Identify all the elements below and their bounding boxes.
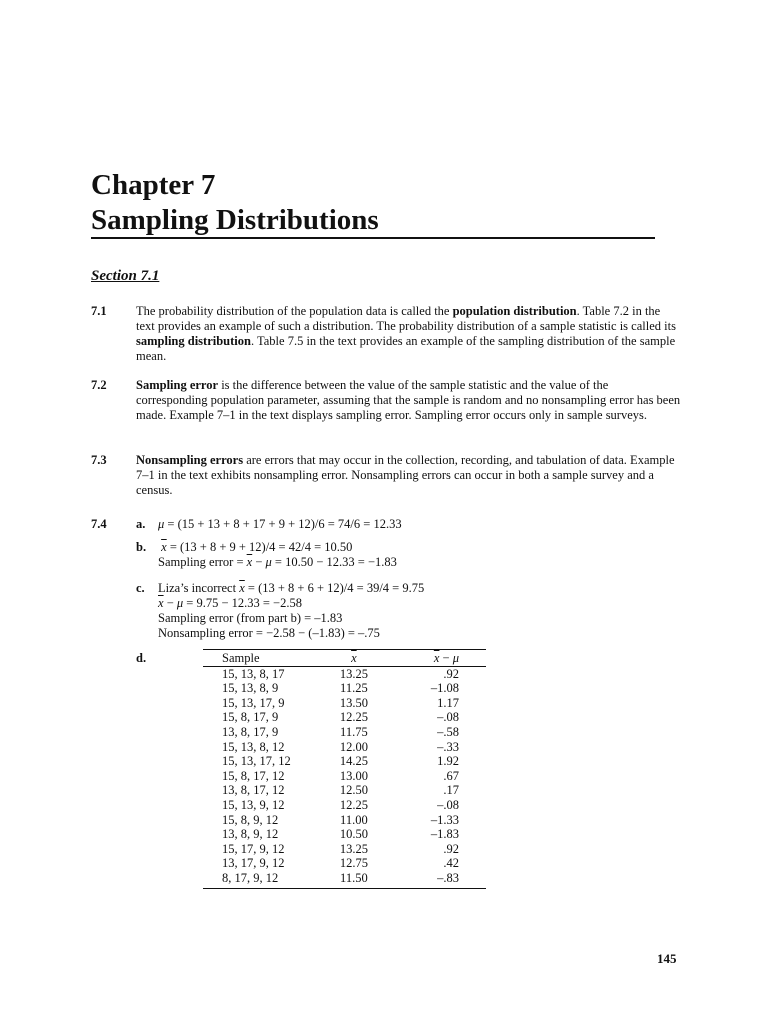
cell-difference: –.08 — [437, 710, 459, 725]
cell-difference: .92 — [443, 841, 459, 856]
equation-text: = (13 + 8 + 9 + 12)/4 = 42/4 = 10.50 — [166, 540, 353, 554]
cell-sample: 15, 8, 17, 12 — [222, 768, 285, 783]
header-xbar — [324, 650, 385, 667]
xbar-symbol: $\overline{x}$ — [246, 555, 253, 569]
cell-sample: 13, 17, 9, 12 — [222, 856, 285, 871]
table-row — [203, 710, 486, 725]
text-span: . Table 7.2 in the text provides an example of such a distribution. The probability distribution of a sample statistic is called its — [136, 304, 676, 333]
cell-sample: 15, 8, 9, 12 — [222, 812, 279, 827]
xbar-symbol: $\overline{x}$ — [239, 581, 245, 595]
cell-difference: –1.83 — [430, 827, 459, 842]
cell-sample: 15, 13, 17, 12 — [222, 754, 291, 769]
samples-table — [203, 649, 486, 889]
table-row — [203, 813, 486, 828]
mu-symbol: μ — [176, 596, 184, 610]
text-span: The probability distribution of the population data is called the — [136, 304, 453, 318]
chapter-number: Chapter 7 — [91, 169, 216, 201]
exercise-text — [136, 378, 681, 423]
table-row — [203, 740, 486, 755]
section-heading: Section 7.1 — [91, 268, 160, 284]
cell-xbar: 11.50 — [324, 871, 385, 888]
xbar-symbol: $\overline{x}$ — [433, 651, 440, 665]
part-letter: c. — [136, 581, 145, 595]
cell-sample: 15, 13, 9, 12 — [222, 797, 285, 812]
cell-difference: –.58 — [437, 724, 459, 739]
exercise-text — [136, 453, 681, 498]
term-bold: sampling distribution — [136, 334, 251, 348]
cell-xbar: 11.00 — [340, 812, 368, 827]
table-row — [203, 842, 486, 857]
mu-symbol: μ — [452, 651, 459, 665]
cell-xbar: 11.25 — [340, 681, 368, 696]
exercise-number: 7.4 — [91, 517, 107, 531]
cell-sample: 13, 8, 9, 12 — [222, 827, 279, 842]
equation-text: Liza’s incorrect — [158, 581, 240, 595]
cell-sample: 8, 17, 9, 12 — [203, 871, 324, 888]
exercise-number: 7.1 — [91, 304, 107, 318]
cell-xbar: 12.50 — [339, 783, 368, 798]
xbar-symbol: $\overline{x}$ — [161, 540, 167, 554]
table-row — [203, 681, 486, 696]
equation-text: = (13 + 8 + 6 + 12)/4 = 39/4 = 9.75 — [244, 581, 425, 595]
cell-xbar: 12.25 — [339, 797, 368, 812]
term-bold: population distribution — [452, 304, 577, 318]
part-letter: d. — [136, 651, 147, 665]
header-difference — [384, 650, 486, 667]
cell-difference: .17 — [443, 783, 459, 798]
part-letter: a. — [136, 517, 146, 531]
cell-difference: 1.17 — [437, 695, 459, 710]
cell-sample: 15, 13, 17, 9 — [222, 695, 285, 710]
cell-sample: 15, 8, 17, 9 — [222, 710, 279, 725]
cell-sample: 15, 13, 8, 12 — [222, 739, 285, 754]
cell-difference: .42 — [443, 856, 459, 871]
part-body — [158, 581, 638, 641]
exercise-number: 7.2 — [91, 378, 107, 392]
table-row — [203, 754, 486, 769]
cell-sample: 13, 8, 17, 9 — [222, 724, 279, 739]
table-header-row — [203, 650, 486, 667]
table-row — [203, 666, 486, 681]
xbar-symbol: $\overline{x}$ — [158, 596, 164, 610]
operator-text: − — [439, 651, 453, 665]
text-span: . Table 7.5 in the text provides an example of the sampling distribution of the sample mean. — [136, 334, 676, 363]
table-row — [203, 871, 486, 888]
table-row — [203, 769, 486, 784]
mu-symbol: μ — [265, 555, 272, 569]
cell-xbar: 14.25 — [339, 754, 368, 769]
cell-xbar: 13.25 — [339, 841, 368, 856]
part-body — [158, 540, 638, 570]
part-letter: b. — [136, 540, 147, 554]
table-row — [203, 798, 486, 813]
equation-text: Sampling error (from part b) = –1.83 — [158, 611, 343, 625]
cell-sample: 15, 13, 8, 9 — [222, 681, 279, 696]
cell-difference: .67 — [443, 768, 459, 783]
term-bold: Nonsampling errors — [136, 453, 244, 467]
cell-difference: 1.92 — [437, 754, 459, 769]
chapter-title: Sampling Distributions — [91, 204, 379, 236]
table-body — [203, 666, 486, 888]
operator-text: − — [252, 555, 266, 569]
cell-difference: .92 — [443, 666, 459, 681]
equation-text: Sampling error = — [158, 555, 247, 569]
cell-xbar: 11.75 — [340, 724, 368, 739]
table-row — [203, 856, 486, 871]
operator-text: − — [163, 596, 177, 610]
cell-sample: 15, 17, 9, 12 — [222, 841, 285, 856]
cell-xbar: 10.50 — [339, 827, 368, 842]
cell-sample: 15, 13, 8, 17 — [222, 666, 285, 681]
header-sample: Sample — [203, 650, 324, 667]
table-row — [203, 725, 486, 740]
text-span: is the difference between the value of the sample statistic and the value of the corresponding population parameter, assuming that the sample is random and no nonsampling error has been made. Example 7–1 in the text displays sampling error. Sampling error occurs only in sample surveys. — [136, 378, 681, 422]
table-row — [203, 783, 486, 798]
page-number: 145 — [657, 951, 677, 966]
table-row — [203, 827, 486, 842]
table-row — [203, 696, 486, 711]
part-body — [158, 517, 638, 532]
cell-difference: –.08 — [437, 797, 459, 812]
cell-xbar: 12.25 — [339, 710, 368, 725]
xbar-symbol: $\overline{x}$ — [351, 651, 357, 665]
equation-text: = (15 + 13 + 8 + 17 + 9 + 12)/6 = 74/6 = 12.33 — [164, 517, 402, 531]
cell-xbar: 12.00 — [339, 739, 368, 754]
cell-xbar: 13.50 — [339, 695, 368, 710]
equation-text: = 10.50 − 12.33 = −1.83 — [271, 555, 397, 569]
cell-difference: –1.33 — [430, 812, 459, 827]
cell-sample: 13, 8, 17, 12 — [222, 783, 285, 798]
cell-xbar: 13.00 — [339, 768, 368, 783]
text-span: are errors that may occur in the collection, recording, and tabulation of data. Example 7–1 in the text exhibits nonsampling error. Nonsampling errors can occur in both a sample survey and a census. — [136, 453, 675, 497]
equation-text: Nonsampling error = −2.58 − (–1.83) = –.75 — [158, 626, 380, 640]
term-bold: Sampling error — [136, 378, 219, 392]
cell-xbar: 12.75 — [339, 856, 368, 871]
cell-difference: –1.08 — [430, 681, 459, 696]
mu-symbol: μ — [158, 517, 165, 531]
cell-xbar: 13.25 — [339, 666, 368, 681]
exercise-number: 7.3 — [91, 453, 107, 467]
exercise-text — [136, 304, 681, 364]
equation-text: = 9.75 − 12.33 = −2.58 — [183, 596, 302, 610]
cell-difference: –.83 — [384, 871, 486, 888]
title-rule — [91, 237, 655, 239]
cell-difference: –.33 — [437, 739, 459, 754]
